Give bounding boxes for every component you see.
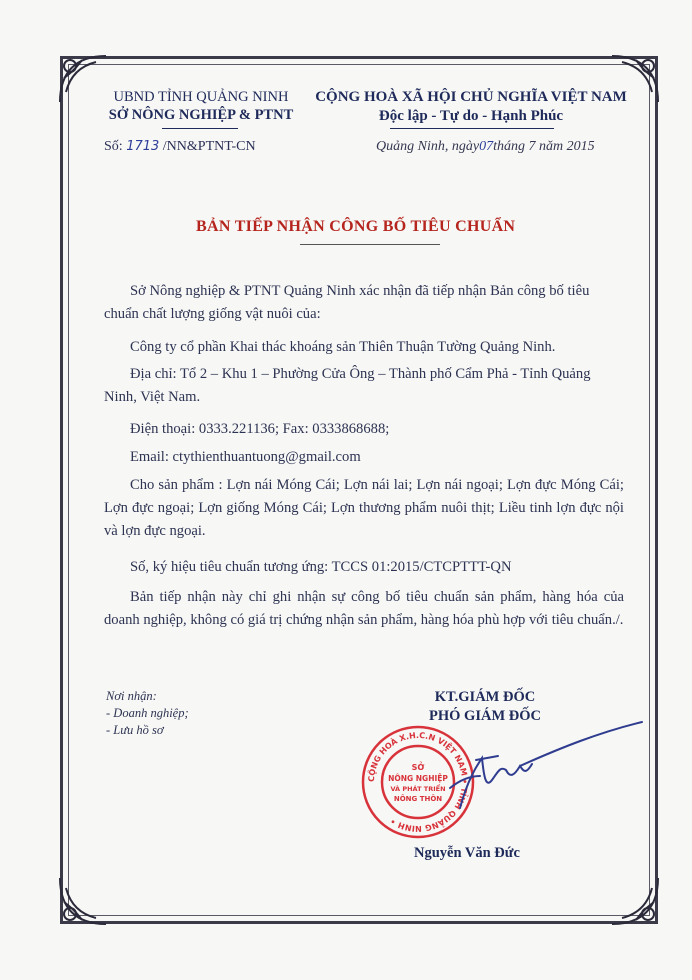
recipients-block (106, 688, 189, 739)
national-name: CỘNG HOÀ XÃ HỘI CHỦ NGHĨA VIỆT NAM (315, 89, 627, 105)
seal-ring-text: CỘNG HOÀ X.H.C.N VIỆT NAM • TỈNH QUẢNG NINH • (366, 730, 470, 834)
date-day: 07 (479, 139, 494, 154)
national-motto: Độc lập - Tự do - Hạnh Phúc (378, 108, 564, 124)
date-suffix: tháng 7 năm 2015 (493, 139, 595, 154)
date-prefix: Quảng Ninh, ngày (376, 139, 480, 154)
seal-center-line: SỞ (411, 763, 425, 772)
issuer-province: UBND TỈNH QUẢNG NINH (113, 89, 289, 105)
seal-center-line: NÔNG THÔN (393, 795, 443, 803)
header-right-underline (390, 128, 554, 129)
corner-ornament-icon (602, 868, 662, 928)
signer-role-1: KT.GIÁM ĐỐC (434, 689, 536, 705)
document-title: BẢN TIẾP NHẬN CÔNG BỐ TIÊU CHUẨN (196, 218, 516, 235)
issue-date (376, 139, 595, 155)
reference-number (104, 139, 256, 155)
handwritten-signature-icon (420, 718, 650, 828)
signer-name: Nguyễn Văn Đức (414, 845, 520, 861)
company-address: Địa chỉ: Tổ 2 – Khu 1 – Phường Cửa Ông – Thành phố Cẩm Phả - Tỉnh Quảng Ninh, Việt Nam. (104, 366, 591, 405)
issuer-department: SỞ NÔNG NGHIỆP & PTNT (108, 107, 294, 123)
corner-ornament-icon (56, 868, 116, 928)
title-underline (300, 244, 440, 245)
reference-handwritten-number: 1713 (126, 139, 160, 154)
reference-prefix: Số: (104, 139, 123, 154)
reference-suffix: /NN&PTNT-CN (162, 139, 256, 154)
recipients-label: Nơi nhận: (106, 689, 157, 703)
seal-center-line: NÔNG NGHIỆP (388, 774, 448, 783)
signer-role-2: PHÓ GIÁM ĐỐC (429, 708, 541, 724)
disclaimer-paragraph: Bản tiếp nhận này chỉ ghi nhận sự công bố tiêu chuẩn sản phẩm, hàng hóa của doanh nghiệp, không có giá trị chứng nhận sản phẩm, hàng hóa phù hợp với tiêu chuẩn./. (104, 589, 624, 628)
recipient-item: - Doanh nghiệp; (106, 706, 189, 720)
national-header (306, 88, 636, 126)
standard-code: Số, ký hiệu tiêu chuẩn tương ứng: TCCS 01:2015/CTCPTTT-QN (130, 559, 512, 575)
issuer-header (96, 88, 306, 124)
header-left-underline (162, 128, 238, 129)
intro-paragraph: Sở Nông nghiệp & PTNT Quảng Ninh xác nhận đã tiếp nhận Bản công bố tiêu chuẩn chất lượng giống vật nuôi của: (104, 283, 590, 322)
seal-center-line: VÀ PHÁT TRIỂN (390, 785, 446, 793)
recipient-item: - Lưu hồ sơ (106, 723, 164, 737)
company-phone: Điện thoại: 0333.221136; Fax: 0333868688; (130, 421, 390, 437)
company-name: Công ty cổ phần Khai thác khoáng sản Thiên Thuận Tường Quảng Ninh. (130, 339, 556, 355)
product-list: Cho sản phẩm : Lợn nái Móng Cái; Lợn nái lai; Lợn nái ngoại; Lợn đực Móng Cái; Lợn đực ngoại; Lợn giống Móng Cái; Lợn thương phẩm nuôi thịt; Liều tinh lợn đực nội và lợn đực ngoại. (104, 477, 624, 539)
company-email: Email: ctythienthuantuong@gmail.com (130, 449, 361, 465)
